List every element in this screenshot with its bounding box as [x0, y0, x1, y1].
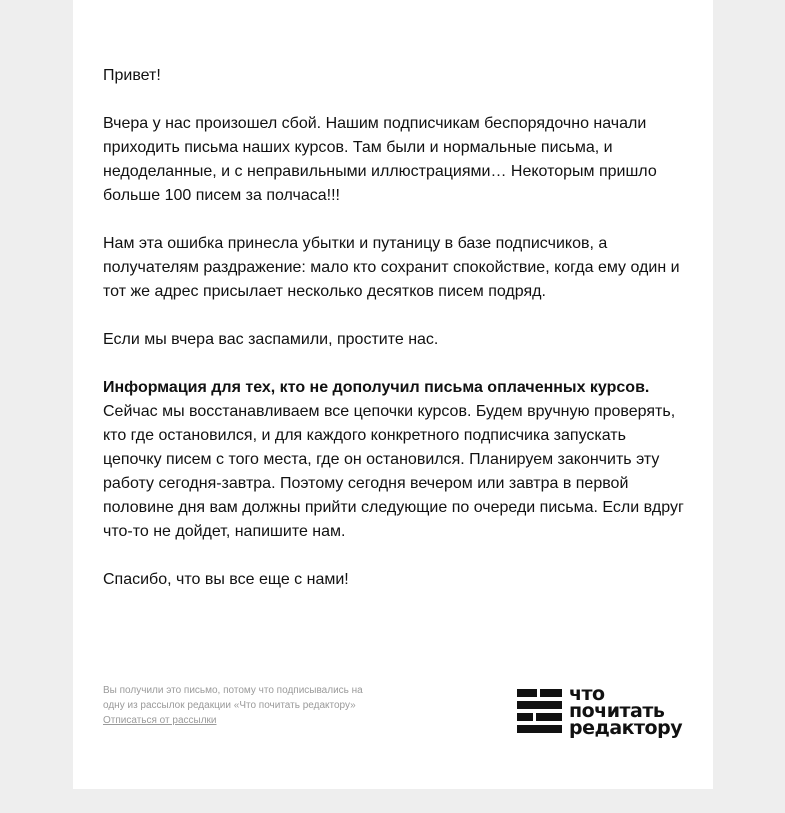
paragraph-consequences: Нам эта ошибка принесла убытки и путаницу в базе подписчиков, а получателям раздражение: мало кто сохранит спокойствие, когда ему один и тот же адрес присылает несколько десятков писем подряд. — [103, 235, 680, 300]
logo-mark-icon — [517, 689, 562, 733]
paid-courses-details: Сейчас мы восстанавливаем все цепочки курсов. Будем вручную проверять, кто где остановился, и для каждого конкретного подписчика запускать цепочку писем с того места, где он остановился. Планируем закончить эту работу сегодня-завтра. Поэтому сегодня вечером или завтра в первой половине дня вам должны прийти следующие по очереди письма. Если вдруг что-то не дойдет, напишите нам. — [103, 403, 684, 540]
brand-logo[interactable] — [517, 683, 697, 739]
logo-line-2: почитать — [569, 700, 665, 722]
logo-line-1: что — [569, 683, 605, 705]
paid-courses-heading: Информация для тех, кто не дополучил письма оплаченных курсов. — [103, 379, 650, 396]
email-card — [73, 0, 713, 789]
paragraph-apology: Если мы вчера вас заспамили, простите нас. — [103, 331, 439, 348]
closing-text: Спасибо, что вы все еще с нами! — [103, 571, 349, 588]
paragraph-paid-courses — [103, 376, 685, 544]
paragraph-incident: Вчера у нас произошел сбой. Нашим подписчикам беспорядочно начали приходить письма наших курсов. Там были и нормальные письма, и недоделанные, и с неправильными иллюстрациями… Некоторым пришло больше 100 писем за полчаса!!! — [103, 115, 657, 204]
subscription-notice: Вы получили это письмо, потому что подписывались на одну из рассылок редакции «Что почитать редактору» — [103, 685, 363, 711]
logo-wordmark — [569, 683, 683, 739]
footer-notice — [103, 683, 378, 728]
greeting-text: Привет! — [103, 67, 161, 84]
logo-line-3: редактору — [569, 717, 683, 739]
email-body — [103, 64, 685, 616]
unsubscribe-link[interactable]: Отписаться от рассылки — [103, 715, 217, 726]
